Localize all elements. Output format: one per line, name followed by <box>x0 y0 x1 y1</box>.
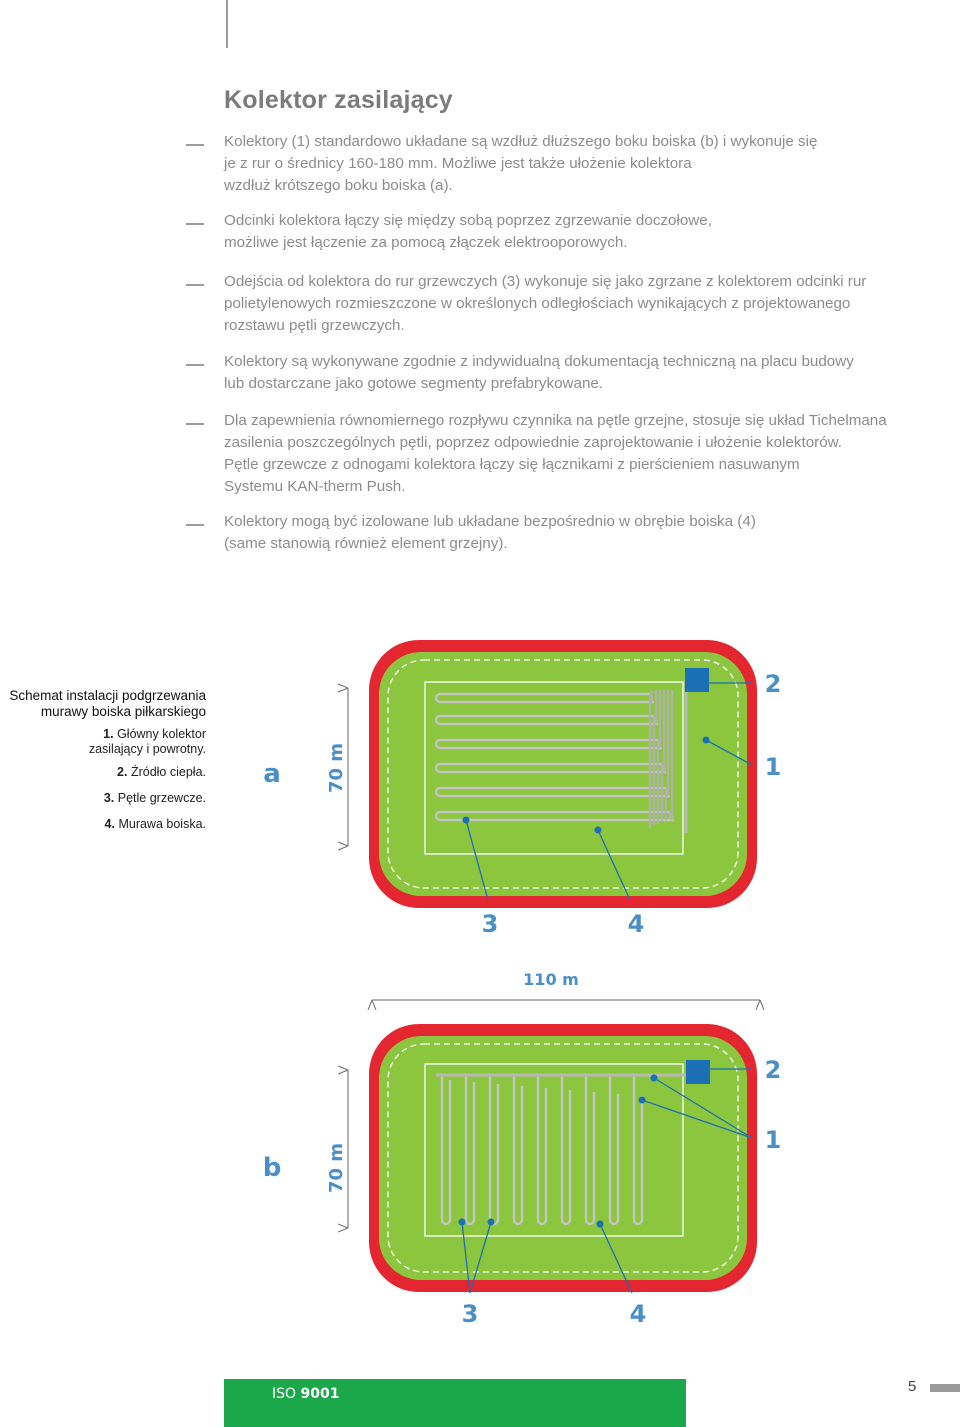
bullet-line: wzdłuż krótszego boku boiska (a). <box>224 177 453 194</box>
bullet-line: Pętle grzewcze z odnogami kolektora łączy się łącznikami z pierścieniem nasuwanym <box>224 456 800 473</box>
legend-text: Główny kolektor <box>117 727 206 741</box>
width-label: 110 m <box>523 970 579 989</box>
bullet-line: Kolektory są wykonywane zgodnie z indywidualną dokumentacją techniczną na placu budowy <box>224 353 854 370</box>
bullet-line: Dla zapewnienia równomiernego rozpływu czynnika na pętle grzejne, stosuje się układ Tichelmana <box>224 412 887 429</box>
page-title: Kolektor zasilający <box>224 86 453 114</box>
legend-text: zasilający i powrotny. <box>88 742 206 756</box>
diagram-b <box>263 1024 782 1328</box>
callout-dot <box>597 1221 604 1228</box>
bullet-line: rozstawu pętli grzewczych. <box>224 317 405 334</box>
callout-1: 1 <box>764 753 782 781</box>
callout-3: 3 <box>461 1300 479 1328</box>
page-marker <box>930 1384 960 1392</box>
legend-number: 1. <box>103 727 114 741</box>
page-number: 5 <box>908 1378 917 1395</box>
callout-dot <box>639 1097 646 1104</box>
bullet-line: polietylenowych rozmieszczone w określonych odległościach wynikających z projektowanego <box>224 295 851 312</box>
bullet-line: je z rur o średnicy 160-180 mm. Możliwe jest także ułożenie kolektora <box>224 155 692 172</box>
diagram-a <box>263 640 781 938</box>
callout-1: 1 <box>764 1126 782 1154</box>
callout-2: 2 <box>764 670 782 698</box>
bullet-line: Kolektory mogą być izolowane lub układane bezpośrednio w obrębie boiska (4) <box>224 513 756 530</box>
callout-dot <box>488 1219 495 1226</box>
legend-number: 3. <box>103 791 115 805</box>
bullet-line: Odcinki kolektora łączy się między sobą poprzez zgrzewanie doczołowe, <box>224 212 712 229</box>
height-label: 70 m <box>326 742 347 794</box>
bullet-line: możliwe jest łączenie za pomocą złączek elektrooporowych. <box>224 234 628 251</box>
heat-source <box>686 1060 710 1084</box>
iso-number: 9001 <box>300 1386 340 1402</box>
bullet-line: Systemu KAN-therm Push. <box>224 478 406 495</box>
callout-dot <box>463 817 470 824</box>
variant-label: a <box>263 759 281 789</box>
bullet-line: lub dostarczane jako gotowe segmenty prefabrykowane. <box>224 375 604 392</box>
height-label: 70 m <box>326 1142 347 1194</box>
legend-text: Pętle grzewcze. <box>117 791 206 805</box>
bullet-line: Odejścia od kolektora do rur grzewczych (3) wykonuje się jako zgrzane z kolektorem odcinki rur <box>224 273 867 290</box>
legend-text: Murawa boiska. <box>118 817 206 831</box>
callout-dot <box>651 1075 658 1082</box>
callout-dot <box>703 737 710 744</box>
iso-prefix: ISO <box>272 1386 297 1402</box>
callout-4: 4 <box>627 910 645 938</box>
legend-number: 4. <box>104 817 115 831</box>
bullet-line: (same stanowią również element grzejny). <box>224 535 508 552</box>
callout-dot <box>595 827 602 834</box>
legend-heading-line: murawy boiska piłkarskiego <box>40 704 206 719</box>
bullet-line: Kolektory (1) standardowo układane są wzdłuż dłuższego boku boiska (b) i wykonuje się <box>224 133 818 150</box>
callout-3: 3 <box>481 910 499 938</box>
heat-source <box>685 668 709 692</box>
callout-dot <box>459 1219 466 1226</box>
legend-number: 2. <box>117 765 128 779</box>
legend-heading-line: Schemat instalacji podgrzewania <box>9 688 206 703</box>
callout-4: 4 <box>629 1300 647 1328</box>
iso-mark <box>272 1386 339 1402</box>
dimension-110m <box>372 970 760 1000</box>
legend-text: Źródło ciepła. <box>130 765 206 779</box>
bullet-line: zasilenia poszczególnych pętli, poprzez odpowiednie zaprojektowanie i ułożenie kolektorów. <box>224 434 842 451</box>
callout-2: 2 <box>764 1056 782 1084</box>
variant-label: b <box>262 1153 282 1183</box>
